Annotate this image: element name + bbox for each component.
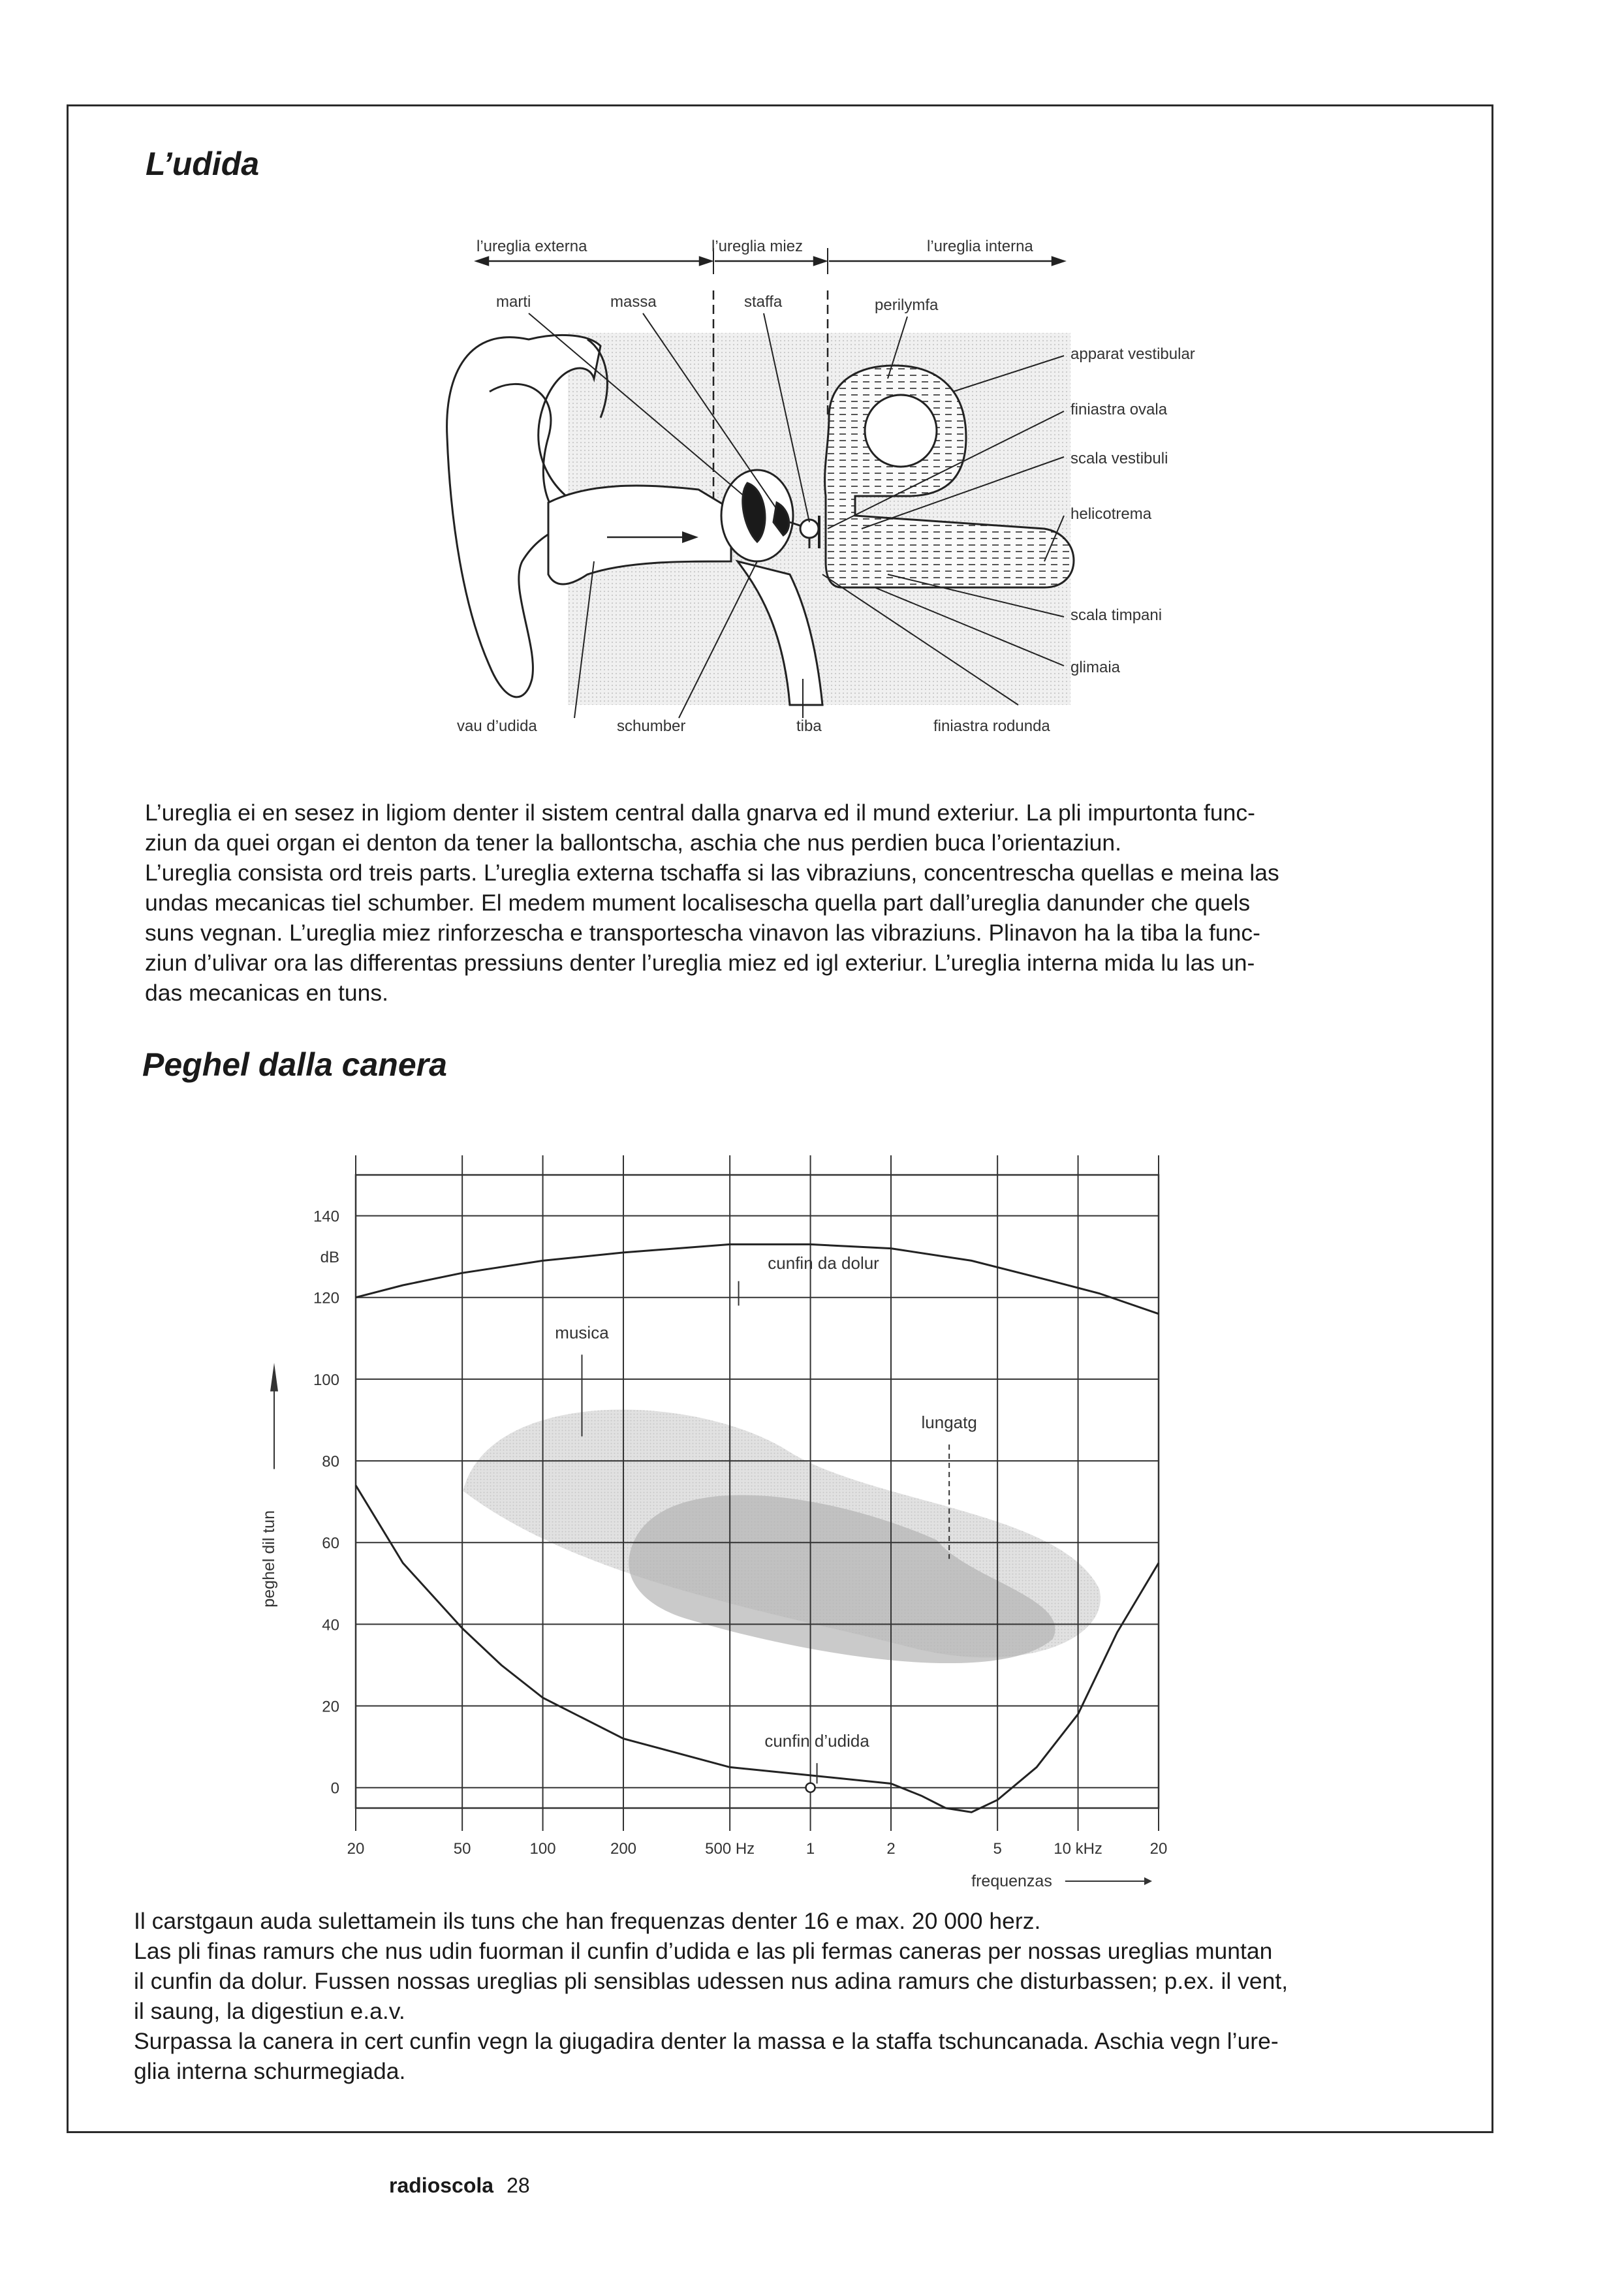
loudness-chart xyxy=(248,1155,1201,1893)
ear-anatomy-diagram xyxy=(392,222,1279,757)
paragraph-line: ziun d’ulivar ora las differentas pressiuns denter l’ureglia miez ed igl exteriur. L’ureglia interna mida lu las un- xyxy=(145,950,1255,976)
paragraph-line: Surpassa la canera in cert cunfin vegn la giugadira denter la massa e la staffa tschuncanada. Aschia vegn l’ure- xyxy=(134,2028,1279,2054)
paragraph-line: Las pli finas ramurs che nus udin fuorman il cunfin d’udida e las pli fermas caneras per nossas ureglias muntan xyxy=(134,1938,1273,1964)
region-label-inner-ear: l’ureglia interna xyxy=(927,238,1033,255)
x-tick-label: 5 xyxy=(993,1840,1002,1858)
label-finiastra-ovala: finiastra ovala xyxy=(1070,401,1168,418)
label-cunfin-dudida: cunfin d’udida xyxy=(764,1731,869,1751)
paragraph-line: il saung, la digestiun e.a.v. xyxy=(134,1998,405,2024)
paragraph-line: glia interna schurmegiada. xyxy=(134,2058,406,2084)
publication-name: radioscola xyxy=(389,2174,494,2197)
reference-marker xyxy=(806,1783,815,1792)
label-scala-vestibuli: scala vestibuli xyxy=(1070,450,1168,467)
label-finiastra-rodunda: finiastra rodunda xyxy=(933,717,1050,735)
region-label-middle-ear: l’ureglia miez xyxy=(711,238,804,255)
label-musica: musica xyxy=(555,1322,609,1343)
x-tick-label: 500 Hz xyxy=(705,1840,755,1858)
page-number: 28 xyxy=(507,2174,530,2197)
y-tick-label: 140 xyxy=(313,1208,339,1226)
y-tick-label: 60 xyxy=(322,1535,339,1553)
y-tick-label: 0 xyxy=(330,1779,339,1798)
section-title-ludida: L’udida xyxy=(146,146,260,182)
label-marti: marti xyxy=(496,293,531,311)
y-tick-label: 20 xyxy=(322,1698,339,1716)
x-axis-label: frequenzas xyxy=(971,1872,1052,1890)
label-tiba: tiba xyxy=(796,717,822,735)
section2-paragraph xyxy=(134,1906,1288,2086)
x-tick-label: 2 xyxy=(886,1840,896,1858)
y-tick-label: 120 xyxy=(313,1289,339,1307)
y-tick-label: 80 xyxy=(322,1453,339,1471)
label-cunfin-da-dolur: cunfin da dolur xyxy=(768,1253,879,1273)
label-perilymfa: perilymfa xyxy=(875,296,939,314)
paragraph-line: undas mecanicas tiel schumber. El medem mument localisescha quella part dall’ureglia danunder che quels xyxy=(145,890,1251,916)
y-tick-label: 40 xyxy=(322,1616,339,1634)
label-massa: massa xyxy=(610,293,657,311)
x-tick-label: 100 xyxy=(529,1840,556,1858)
section1-paragraph xyxy=(145,798,1279,1008)
label-apparat-vestibular: apparat vestibular xyxy=(1070,345,1195,363)
label-schumber: schumber xyxy=(617,717,686,735)
paragraph-line: ziun da quei organ ei denton da tener la ballontscha, aschia che nus perdien buca l’orientaziun. xyxy=(145,830,1121,856)
label-vau-dudida: vau d’udida xyxy=(457,717,537,735)
x-tick-label: 10 kHz xyxy=(1054,1840,1102,1858)
label-scala-timpani: scala timpani xyxy=(1070,606,1163,624)
paragraph-line: suns vegnan. L’ureglia miez rinforzescha e transportescha vinavon las vibraziuns. Plinavon ha la tiba la func- xyxy=(145,920,1260,946)
x-tick-label: 50 xyxy=(453,1840,471,1858)
paragraph-line: L’ureglia consista ord treis parts. L’ureglia externa tschaffa si las vibraziuns, concentrescha quellas e meina las xyxy=(145,860,1279,886)
paragraph-line: Il carstgaun auda sulettamein ils tuns che han frequenzas denter 16 e max. 20 000 herz. xyxy=(134,1908,1041,1934)
section-title-peghel-dalla-canera: Peghel dalla canera xyxy=(142,1046,447,1083)
label-lungatg: lungatg xyxy=(921,1413,977,1432)
x-tick-label: 200 xyxy=(610,1840,637,1858)
y-tick-label: 100 xyxy=(313,1371,339,1389)
y-unit-label: dB xyxy=(320,1249,339,1267)
y-axis-label: peghel dil tun xyxy=(260,1510,278,1608)
label-glimaia: glimaia xyxy=(1070,659,1121,676)
x-tick-label: 20 xyxy=(1149,1840,1168,1858)
paragraph-line: das mecanicas en tuns. xyxy=(145,980,388,1006)
x-tick-label: 20 xyxy=(347,1840,365,1858)
region-label-outer-ear: l’ureglia externa xyxy=(476,238,587,255)
paragraph-line: L’ureglia ei en sesez in ligiom denter il sistem central dalla gnarva ed il mund exteriur. La pli impurtonta func- xyxy=(145,800,1255,826)
label-staffa: staffa xyxy=(744,293,783,311)
series-cunfin-da-dolur xyxy=(356,1244,1159,1313)
y-axis-arrow-head xyxy=(270,1363,278,1392)
page-footer xyxy=(389,2174,530,2198)
label-helicotrema: helicotrema xyxy=(1070,505,1152,523)
x-axis-arrow-head xyxy=(1144,1877,1152,1885)
paragraph-line: il cunfin da dolur. Fussen nossas ureglias pli sensiblas udessen nus adina ramurs che disturbassen; p.ex. il vent, xyxy=(134,1968,1288,1994)
x-tick-label: 1 xyxy=(805,1840,815,1858)
